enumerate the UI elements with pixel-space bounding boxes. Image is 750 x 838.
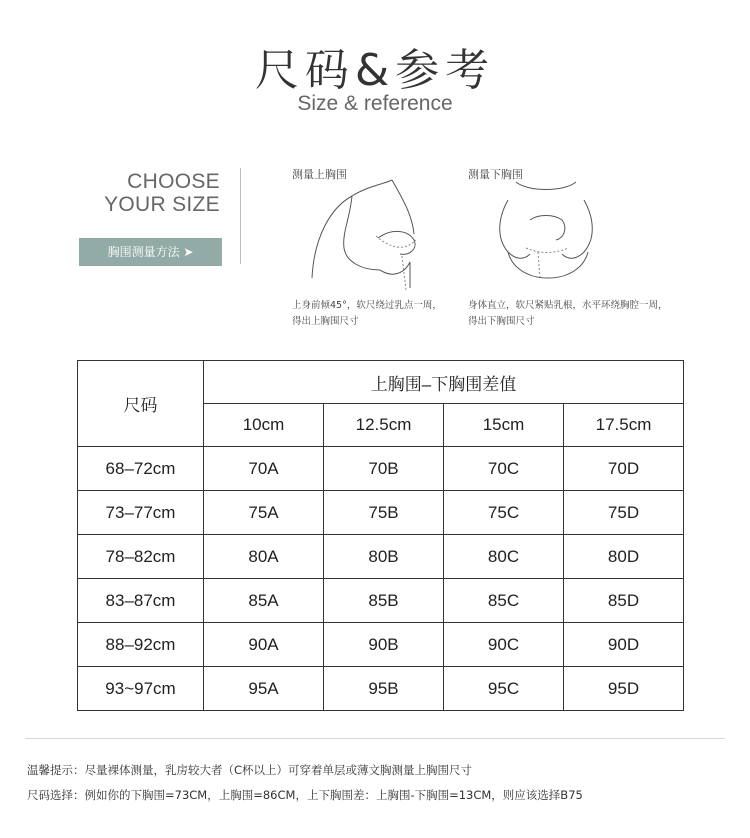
- difference-header-cell: 上胸围–下胸围差值: [204, 361, 684, 404]
- size-value-cell: 85D: [564, 579, 684, 623]
- size-value-cell: 70C: [444, 447, 564, 491]
- size-value-cell: 80A: [204, 535, 324, 579]
- choose-your-size-heading: [80, 170, 220, 216]
- size-value-cell: 95D: [564, 667, 684, 711]
- table-row: [78, 491, 684, 535]
- diff-column-header: 12.5cm: [324, 404, 444, 447]
- size-value-cell: 70A: [204, 447, 324, 491]
- page-title: 尺码&参考: [254, 45, 496, 96]
- measure-under-bust-panel: [468, 160, 683, 340]
- size-value-cell: 75C: [444, 491, 564, 535]
- under-bust-illustration: [468, 178, 628, 293]
- size-range-cell: 78–82cm: [78, 535, 204, 579]
- size-value-cell: 95B: [324, 667, 444, 711]
- size-value-cell: 80C: [444, 535, 564, 579]
- choose-line-2: YOUR SIZE: [104, 193, 220, 216]
- size-range-cell: 93~97cm: [78, 667, 204, 711]
- size-header-cell: 尺码: [78, 361, 204, 447]
- measure-upper-desc-2: 得出上胸围尺寸: [292, 316, 359, 327]
- table-row: [78, 579, 684, 623]
- size-value-cell: 95C: [444, 667, 564, 711]
- size-value-cell: 90A: [204, 623, 324, 667]
- size-value-cell: 95A: [204, 667, 324, 711]
- size-value-cell: 80B: [324, 535, 444, 579]
- size-value-cell: 70B: [324, 447, 444, 491]
- size-value-cell: 85A: [204, 579, 324, 623]
- measure-upper-desc-1: 上身前倾45°，软尺绕过乳点一周，: [292, 300, 442, 311]
- measure-under-desc-1: 身体直立，软尺紧贴乳根，水平环绕胸腔一周，: [468, 300, 668, 311]
- table-row: [78, 623, 684, 667]
- size-value-cell: 85B: [324, 579, 444, 623]
- size-range-cell: 68–72cm: [78, 447, 204, 491]
- measure-method-button[interactable]: 胸围测量方法 ➤: [79, 238, 222, 266]
- size-value-cell: 90D: [564, 623, 684, 667]
- size-chart-table: [77, 360, 684, 711]
- size-value-cell: 75D: [564, 491, 684, 535]
- size-value-cell: 75B: [324, 491, 444, 535]
- size-choice-note: 尺码选择：例如你的下胸围=73CM，上胸围=86CM，上下胸围差：上胸围-下胸围=13CM，则应该选择B75: [27, 788, 583, 802]
- size-range-cell: 73–77cm: [78, 491, 204, 535]
- table-row: [78, 447, 684, 491]
- choose-line-1: CHOOSE: [127, 170, 220, 193]
- upper-bust-illustration: [292, 178, 442, 293]
- size-range-cell: 83–87cm: [78, 579, 204, 623]
- table-row: [78, 667, 684, 711]
- size-value-cell: 75A: [204, 491, 324, 535]
- measure-under-description: [468, 298, 698, 330]
- size-range-cell: 88–92cm: [78, 623, 204, 667]
- size-value-cell: 70D: [564, 447, 684, 491]
- diff-column-header: 10cm: [204, 404, 324, 447]
- diff-column-header: 17.5cm: [564, 404, 684, 447]
- size-value-cell: 85C: [444, 579, 564, 623]
- page-subtitle: Size & reference: [297, 92, 453, 115]
- divider-horizontal: [25, 738, 725, 739]
- measure-upper-title: 测量上胸围: [292, 168, 347, 181]
- size-value-cell: 90B: [324, 623, 444, 667]
- size-value-cell: 90C: [444, 623, 564, 667]
- size-value-cell: 80D: [564, 535, 684, 579]
- diff-column-header: 15cm: [444, 404, 564, 447]
- warm-tip-note: 温馨提示：尽量裸体测量，乳房较大者（C杯以上）可穿着单层或薄文胸测量上胸围尺寸: [27, 763, 473, 777]
- measure-under-desc-2: 得出下胸围尺寸: [468, 316, 535, 327]
- divider-vertical: [240, 168, 241, 264]
- table-row: [78, 535, 684, 579]
- measure-under-title: 测量下胸围: [468, 168, 523, 181]
